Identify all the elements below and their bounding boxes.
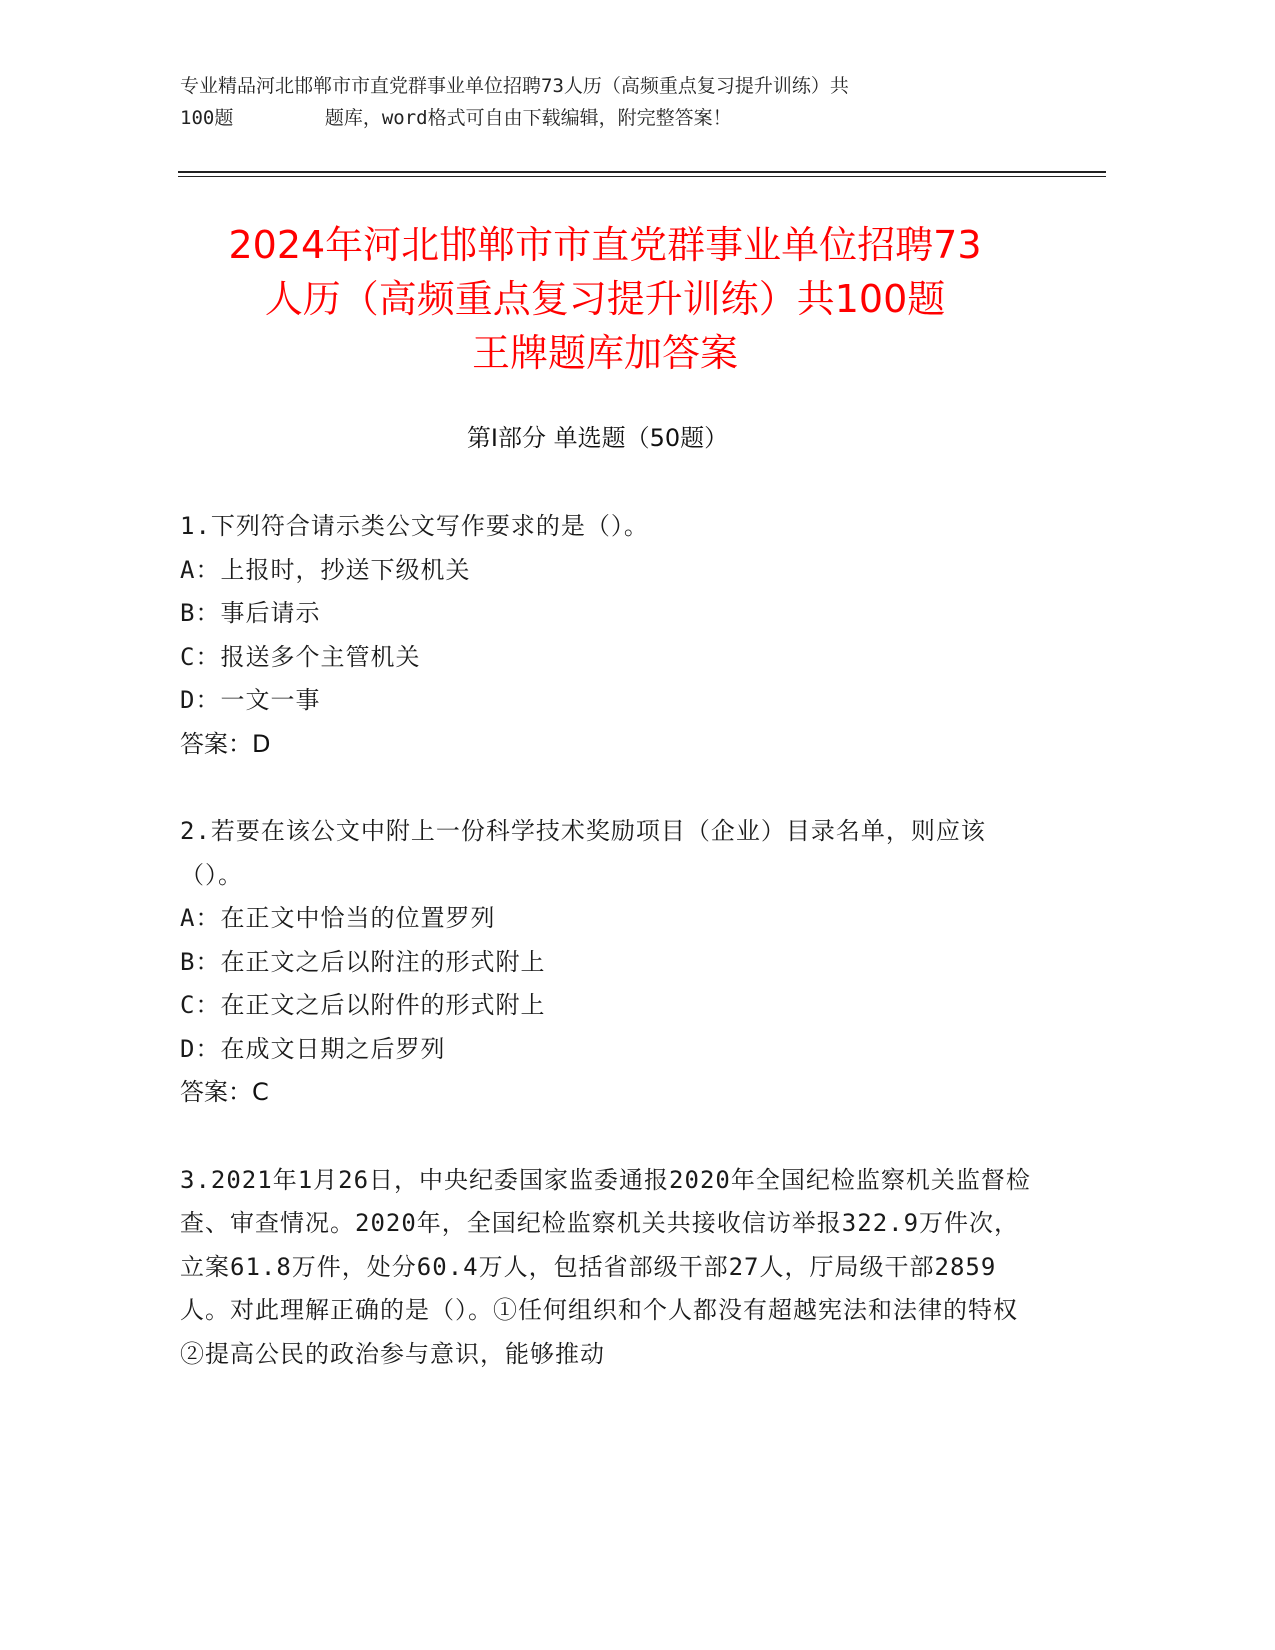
- option-c: C：在正文之后以附件的形式附上: [180, 991, 546, 1019]
- document-title-line3: 王牌题库加答案: [471, 331, 738, 375]
- question-2: [180, 810, 1040, 1115]
- option-a: A：上报时，抄送下级机关: [180, 555, 471, 584]
- section-title: 第Ⅰ部分 单选题（50题）: [466, 424, 729, 452]
- document-title-line2: 人历（高频重点复习提升训练）共100题: [264, 277, 946, 321]
- option-b: B：事后请示: [180, 599, 321, 627]
- header-note-line1: 专业精品河北邯郸市市直党群事业单位招聘73人历（高频重点复习提升训练）共: [180, 75, 849, 97]
- question-1: [180, 505, 1040, 766]
- header-divider-thin: [178, 176, 1106, 177]
- option-d: D：一文一事: [180, 686, 321, 714]
- question-3: [180, 1159, 1040, 1377]
- question-stem: 2.若要在该公文中附上一份科学技术奖励项目（企业）目录名单，则应该（）。: [180, 817, 986, 889]
- question-stem: 1.下列符合请示类公文写作要求的是（）。: [180, 512, 649, 540]
- header-note: [180, 70, 1080, 134]
- option-d: D：在成文日期之后罗列: [180, 1034, 446, 1063]
- document-title-line1: 2024年河北邯郸市市直党群事业单位招聘73: [228, 223, 982, 267]
- document-title: [175, 218, 1035, 380]
- option-a: A：在正文中恰当的位置罗列: [180, 904, 496, 932]
- question-list: [180, 505, 1040, 1420]
- option-b: B：在正文之后以附注的形式附上: [180, 947, 546, 976]
- header-note-line2: 100题 题库，word格式可自由下载编辑，附完整答案！: [180, 107, 732, 129]
- answer: 答案：C: [180, 1078, 269, 1106]
- answer: 答案：D: [180, 729, 271, 758]
- option-c: C：报送多个主管机关: [180, 642, 421, 671]
- question-stem: 3.2021年1月26日，中央纪委国家监委通报2020年全国纪检监察机关监督检查、审查情况。2020年，全国纪检监察机关共接收信访举报322.9万件次，立案61.8万件，处分60.4万人，包括省部级干部27人，厅局级干部2859人。对此理解正确的是（）。①任何组织和个人都没有超越宪法和法律的特权②提高公民的政治参与意识，能够推动: [180, 1165, 1031, 1368]
- header-divider-thick: [178, 171, 1106, 173]
